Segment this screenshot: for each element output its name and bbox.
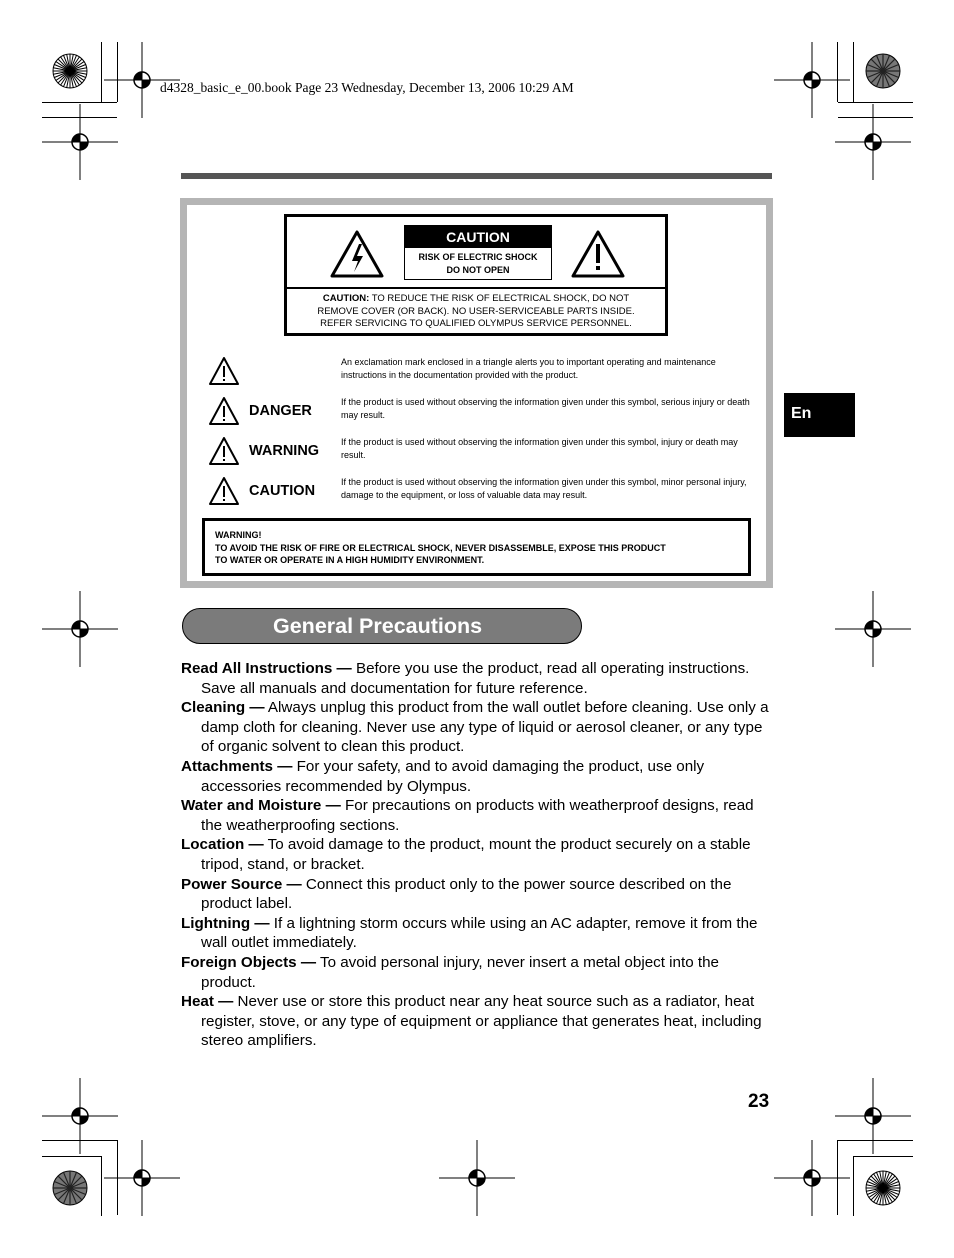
precaution-text: For your safety, and to avoid damaging the product, use only accessories recommended by Olympus. — [201, 757, 705, 795]
precaution-text: Never use or store this product near any heat source such as a radiator, heat register, stove, or any type of equipment or appliance that generates heat, including stereo amplifiers. — [201, 993, 762, 1050]
section-heading — [182, 608, 582, 644]
precaution-term: Heat — — [181, 993, 234, 1011]
list-item — [181, 953, 773, 992]
precaution-term: Attachments — — [181, 757, 293, 775]
top-rule — [181, 173, 772, 179]
language-tab — [784, 393, 855, 437]
precaution-term: Location — — [181, 836, 264, 854]
list-item — [181, 914, 773, 953]
symbol-description: An exclamation mark enclosed in a triangle alerts you to important operating and maintenance instructions in the documentation provided with the product. — [341, 357, 716, 380]
language-tab-label: En — [791, 405, 812, 422]
warning-triangle-icon — [208, 436, 240, 466]
caution-body-line2: REMOVE COVER (OR BACK). NO USER-SERVICEABLE PARTS INSIDE. — [317, 305, 635, 317]
precaution-text: Connect this product only to the power source described on the product label. — [201, 875, 732, 913]
caution-triangle-icon — [208, 476, 240, 506]
precaution-text: Always unplug this product from the wall outlet before cleaning. Use only a damp cloth for cleaning. Never use any type of liquid or aerosol cleaner, or any type of organic solvent to clean this product. — [201, 699, 769, 756]
list-item — [181, 757, 773, 796]
caution-subtitle-line2: DO NOT OPEN — [446, 265, 510, 275]
exclamation-warning-icon — [570, 229, 626, 279]
precautions-list — [181, 659, 773, 1051]
precaution-term: Foreign Objects — — [181, 953, 317, 971]
precaution-term: Read All Instructions — — [181, 660, 352, 677]
symbol-row-warning — [208, 436, 753, 470]
caution-box — [284, 214, 668, 336]
caution-subtitle-line1: RISK OF ELECTRIC SHOCK — [418, 252, 538, 262]
list-item — [181, 796, 773, 835]
caution-label — [404, 225, 552, 280]
caution-body-line3: REFER SERVICING TO QUALIFIED OLYMPUS SERVICE PERSONNEL. — [320, 318, 632, 330]
warning-box-line1: WARNING! — [215, 530, 262, 540]
precaution-text: Before you use the product, read all operating instructions. Save all manuals and documentation for future reference. — [201, 660, 750, 697]
caution-body — [293, 293, 659, 331]
file-header: d4328_basic_e_00.book Page 23 Wednesday, December 13, 2006 10:29 AM — [160, 80, 574, 95]
warning-box — [202, 518, 751, 576]
precaution-text: For precautions on products with weatherproof designs, read the weatherproofing sections. — [201, 797, 754, 834]
symbol-row-exclamation — [208, 356, 753, 390]
precaution-text: To avoid personal injury, never insert a metal object into the product. — [201, 953, 720, 991]
precaution-term: Power Source — — [181, 875, 302, 893]
danger-triangle-icon — [208, 396, 240, 426]
caution-label-text: CAUTION — [249, 483, 316, 499]
warning-label: WARNING — [249, 443, 320, 459]
danger-description: If the product is used without observing the information given under this symbol, serious injury or death may result. — [341, 397, 750, 420]
symbol-row-danger — [208, 396, 753, 430]
caution-description: If the product is used without observing the information given under this symbol, minor personal injury, damage to the equipment, or loss of valuable data may result. — [341, 477, 747, 500]
list-item — [181, 992, 773, 1051]
exclamation-triangle-icon — [208, 356, 240, 386]
precaution-text: If a lightning storm occurs while using an AC adapter, remove it from the wall outlet immediately. — [201, 914, 758, 952]
precaution-term: Cleaning — — [181, 699, 265, 717]
section-title: General Precautions — [273, 614, 483, 638]
list-item — [181, 659, 773, 698]
precaution-text: To avoid damage to the product, mount the product securely on a stable tripod, stand, or bracket. — [201, 836, 751, 873]
electric-shock-warning-icon — [329, 229, 385, 279]
caution-body-lead: CAUTION: — [322, 293, 370, 304]
warning-box-line2: TO AVOID THE RISK OF FIRE OR ELECTRICAL SHOCK, NEVER DISASSEMBLE, EXPOSE THIS PRODUCT — [215, 542, 666, 553]
caution-body-line1: TO REDUCE THE RISK OF ELECTRICAL SHOCK, DO NOT — [369, 293, 630, 304]
list-item — [181, 835, 773, 874]
precaution-term: Water and Moisture — — [181, 797, 341, 815]
caution-subtitle — [405, 248, 551, 277]
list-item — [181, 698, 773, 757]
symbol-row-caution — [208, 476, 753, 510]
list-item — [181, 875, 773, 914]
warning-description: If the product is used without observing the information given under this symbol, injury or death may result. — [341, 437, 738, 460]
warning-box-line3: TO WATER OR OPERATE IN A HIGH HUMIDITY ENVIRONMENT. — [215, 555, 485, 565]
precaution-term: Lightning — — [181, 914, 270, 932]
page-number: 23 — [748, 1091, 770, 1112]
danger-label: DANGER — [249, 403, 312, 419]
caution-divider — [287, 287, 665, 289]
caution-title: CAUTION — [405, 226, 551, 248]
